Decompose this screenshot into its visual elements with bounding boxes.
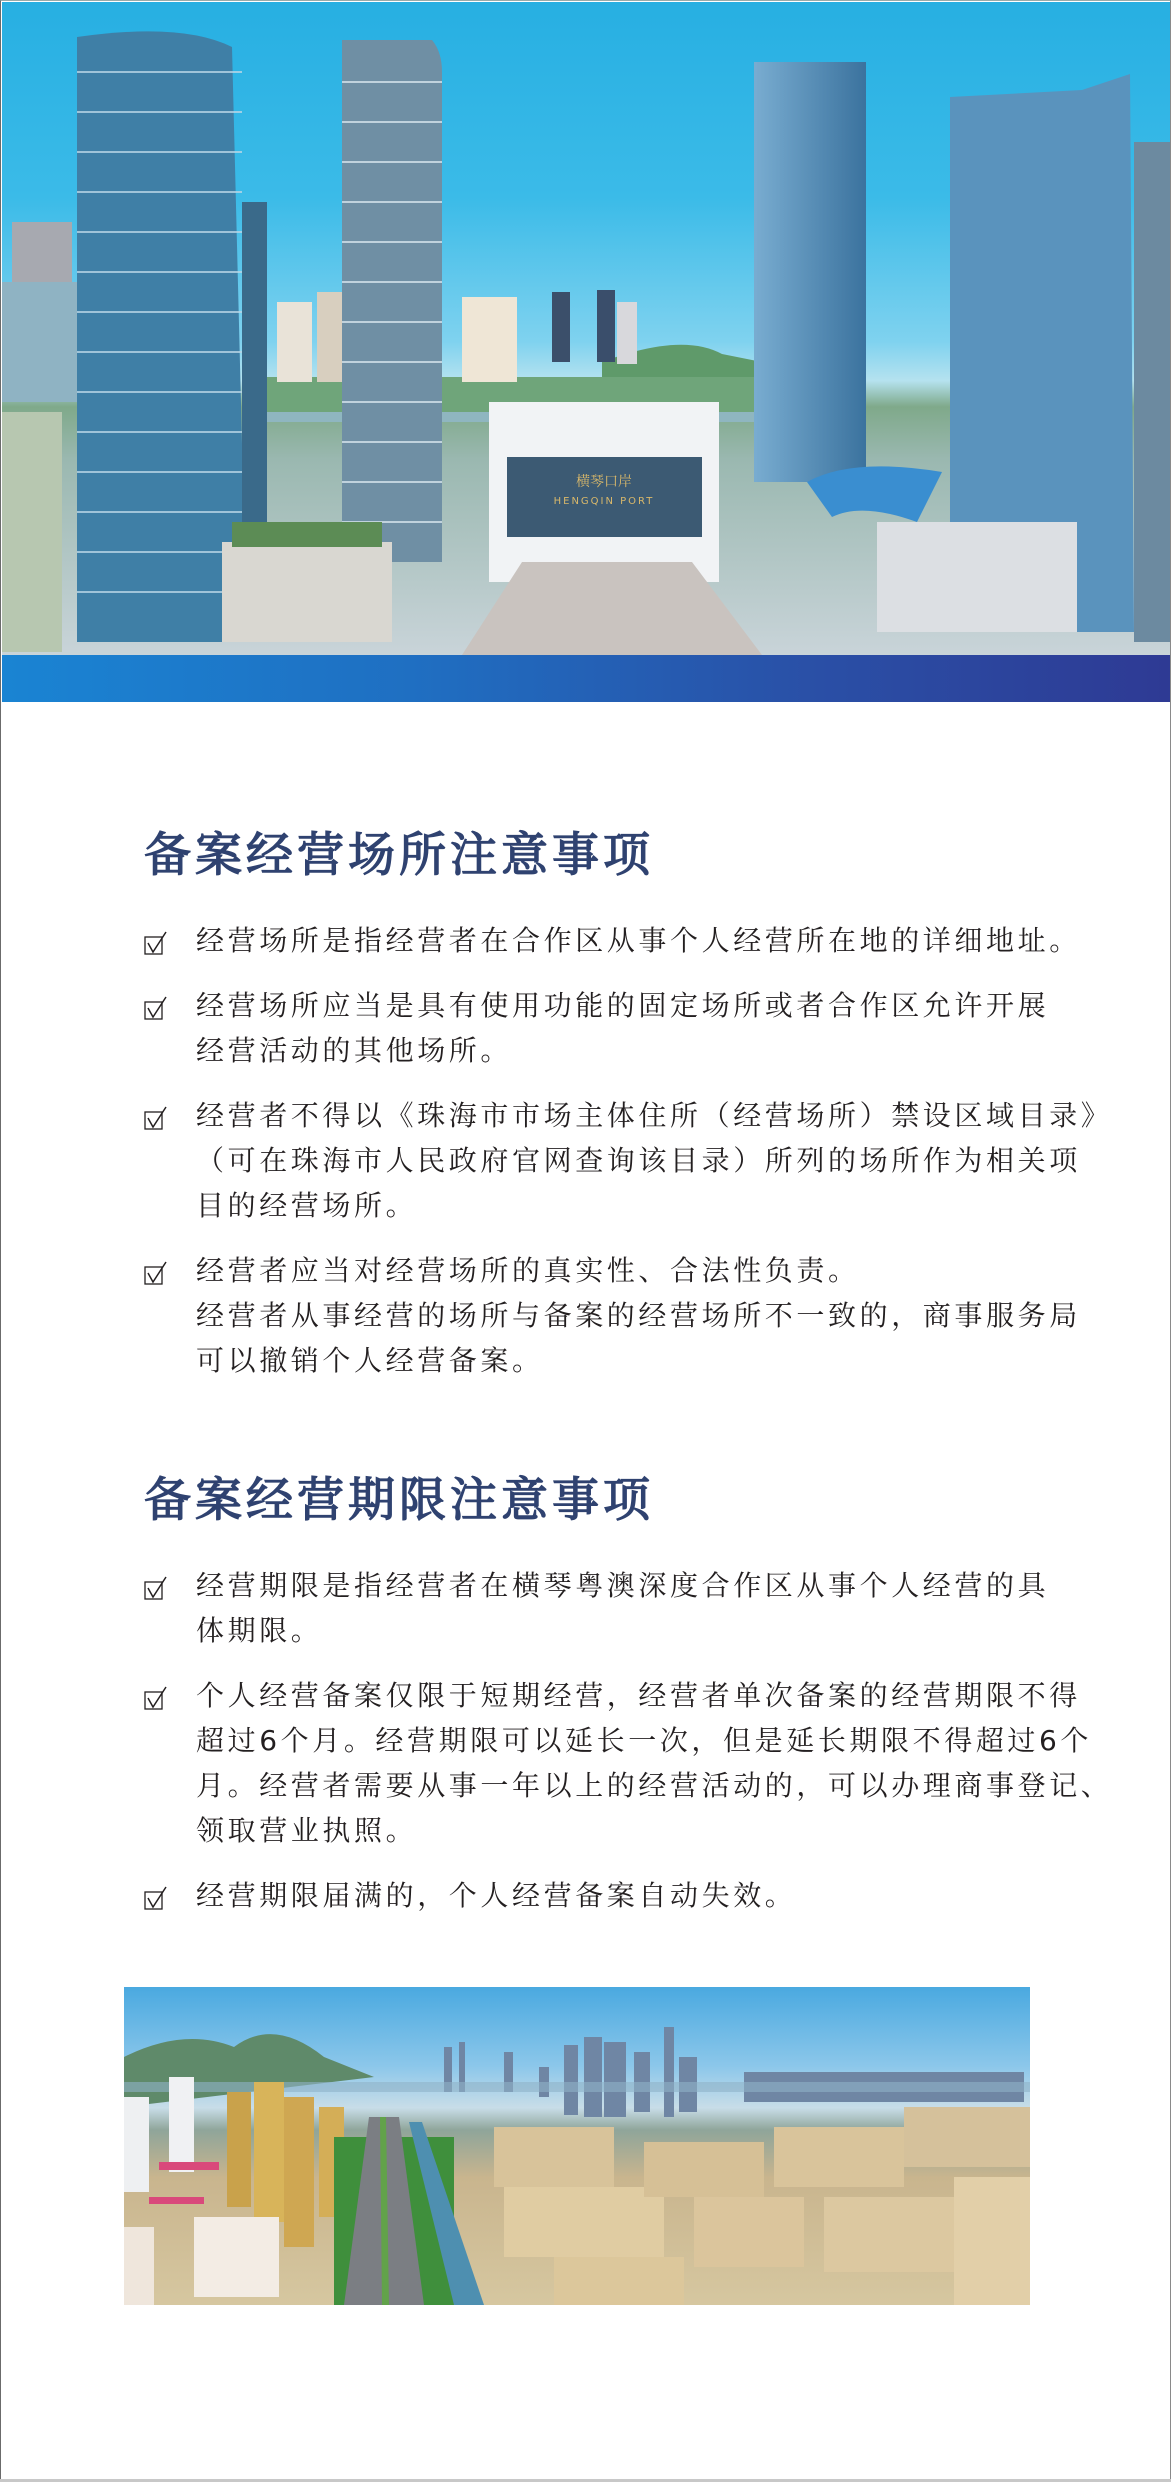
section-premises (144, 828, 1113, 1383)
item-line: 可以撤销个人经营备案。 (196, 1344, 544, 1377)
port-sign-en: HENGQIN PORT (553, 496, 655, 507)
item-line: 领取营业执照。 (196, 1814, 418, 1847)
item-line: 目的经营场所。 (196, 1189, 418, 1222)
checkbox-checked-icon (144, 1685, 168, 1711)
item-line: 超过6个月。经营期限可以延长一次，但是延长期限不得超过6个 (196, 1724, 1093, 1757)
item-line: （可在珠海市人民政府官网查询该目录）所列的场所作为相关项 (196, 1144, 1081, 1177)
section-title: 备案经营场所注意事项 (144, 828, 654, 883)
checkbox-checked-icon (144, 930, 168, 956)
district-photo (124, 1987, 1030, 2305)
port-sign-cn: 横琴口岸 (576, 474, 632, 490)
item-line: 经营者从事经营的场所与备案的经营场所不一致的，商事服务局 (196, 1299, 1081, 1332)
checkbox-checked-icon (144, 1105, 168, 1131)
list-item (144, 1873, 1044, 1918)
list-item (144, 1093, 1113, 1228)
checkbox-checked-icon (144, 1885, 168, 1911)
section-title: 备案经营期限注意事项 (144, 1473, 654, 1528)
notice-list (144, 918, 1113, 1383)
hero-photo (2, 2, 1170, 655)
item-line: 体期限。 (196, 1614, 323, 1647)
checkbox-checked-icon (144, 1575, 168, 1601)
list-item (144, 1563, 1050, 1653)
item-line: 个人经营备案仅限于短期经营，经营者单次备案的经营期限不得 (196, 1679, 1081, 1712)
item-line: 经营场所是指经营者在合作区从事个人经营所在地的详细地址。 (196, 924, 1081, 957)
list-item (144, 1248, 1081, 1383)
list-item (144, 1673, 1113, 1853)
checkbox-checked-icon (144, 995, 168, 1021)
item-line: 经营者不得以《珠海市市场主体住所（经营场所）禁设区域目录》 (196, 1099, 1113, 1132)
item-line: 经营者应当对经营场所的真实性、合法性负责。 (196, 1254, 860, 1287)
item-line: 月。经营者需要从事一年以上的经营活动的，可以办理商事登记、 (196, 1769, 1113, 1802)
item-line: 经营期限是指经营者在横琴粤澳深度合作区从事个人经营的具 (196, 1569, 1050, 1602)
item-line: 经营场所应当是具有使用功能的固定场所或者合作区允许开展 (196, 989, 1050, 1022)
item-line: 经营活动的其他场所。 (196, 1034, 513, 1067)
notice-list (144, 1563, 1113, 1918)
checkbox-checked-icon (144, 1260, 168, 1286)
section-term (144, 1473, 1113, 1918)
skyline-illustration (2, 2, 1170, 655)
list-item (144, 918, 1081, 963)
list-item (144, 983, 1050, 1073)
hero-color-band (2, 655, 1170, 702)
district-illustration (124, 1987, 1030, 2305)
item-line: 经营期限届满的，个人经营备案自动失效。 (196, 1879, 797, 1912)
